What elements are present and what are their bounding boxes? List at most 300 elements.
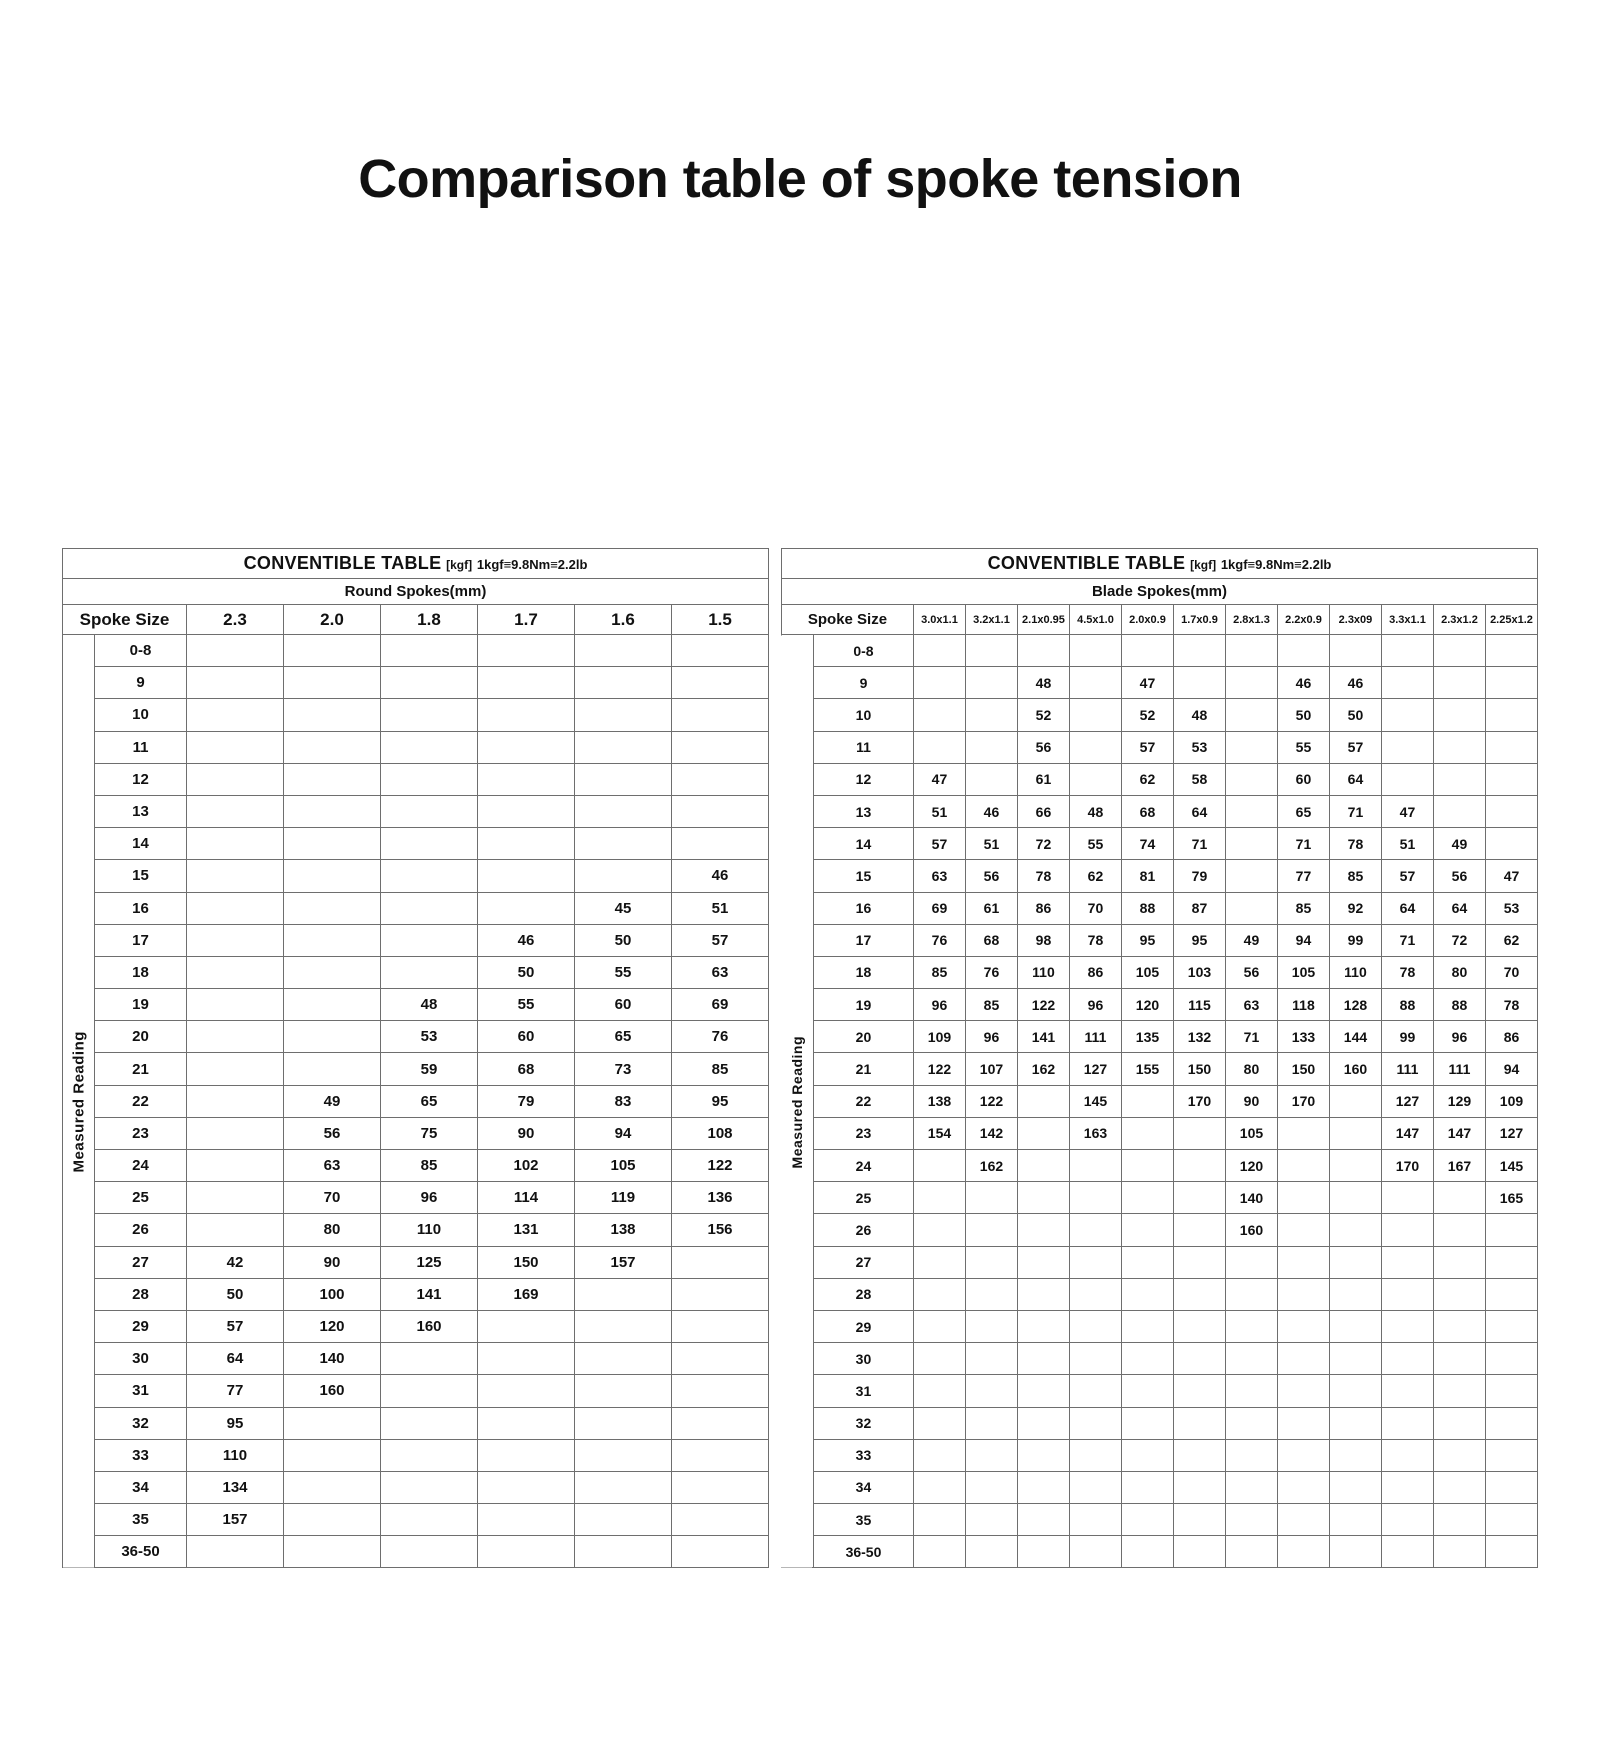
round-table-row	[63, 956, 769, 988]
round-cell: 90	[478, 1117, 575, 1149]
blade-cell: 47	[1381, 795, 1433, 827]
blade-cell	[1121, 1117, 1173, 1149]
blade-cell: 51	[1381, 828, 1433, 860]
blade-cell	[1329, 1246, 1381, 1278]
round-cell	[381, 731, 478, 763]
blade-cell	[1381, 1246, 1433, 1278]
round-cell: 50	[575, 924, 672, 956]
round-cell: 48	[381, 989, 478, 1021]
blade-cell	[1225, 1407, 1277, 1439]
blade-cell: 85	[1329, 860, 1381, 892]
round-cell: 122	[672, 1150, 769, 1182]
round-cell: 57	[187, 1310, 284, 1342]
blade-cell	[1433, 635, 1485, 667]
round-cell	[478, 1310, 575, 1342]
round-cell	[187, 1053, 284, 1085]
blade-cell: 46	[1329, 667, 1381, 699]
blade-cell	[1329, 1182, 1381, 1214]
blade-subtitle-row	[781, 579, 1537, 605]
blade-cell	[1121, 1310, 1173, 1342]
blade-header-unit: [kgf]	[1190, 558, 1217, 572]
round-table-row	[63, 795, 769, 827]
blade-cell: 47	[913, 763, 965, 795]
round-row-label: 32	[95, 1407, 187, 1439]
round-table-row	[63, 1439, 769, 1471]
blade-cell: 167	[1433, 1150, 1485, 1182]
blade-cell	[1329, 635, 1381, 667]
blade-cell	[965, 1310, 1017, 1342]
blade-cell: 110	[1017, 956, 1069, 988]
blade-cell: 56	[1225, 956, 1277, 988]
blade-row-label: 24	[813, 1150, 913, 1182]
blade-cell: 170	[1381, 1150, 1433, 1182]
blade-cell: 95	[1173, 924, 1225, 956]
blade-table-row	[781, 1214, 1537, 1246]
blade-cell	[913, 1150, 965, 1182]
round-cell	[381, 860, 478, 892]
blade-col-header: 2.3x09	[1329, 605, 1381, 635]
round-col-header: 2.3	[187, 605, 284, 635]
blade-cell	[1381, 667, 1433, 699]
blade-cell: 96	[913, 989, 965, 1021]
round-cell	[381, 1471, 478, 1503]
blade-cell	[1069, 1343, 1121, 1375]
round-cell	[478, 699, 575, 731]
blade-cell: 46	[965, 795, 1017, 827]
blade-cell: 49	[1225, 924, 1277, 956]
round-cell	[672, 763, 769, 795]
blade-cell: 56	[1017, 731, 1069, 763]
round-cell	[672, 635, 769, 667]
blade-cell	[913, 1278, 965, 1310]
round-cell	[284, 1053, 381, 1085]
blade-cell	[913, 1439, 965, 1471]
round-cell	[284, 1439, 381, 1471]
blade-cell: 105	[1225, 1117, 1277, 1149]
blade-cell: 132	[1173, 1021, 1225, 1053]
round-cell	[187, 1182, 284, 1214]
blade-row-label: 17	[813, 924, 913, 956]
round-cell: 76	[672, 1021, 769, 1053]
round-table-row	[63, 989, 769, 1021]
round-cell: 119	[575, 1182, 672, 1214]
blade-col-header: 2.25x1.2	[1485, 605, 1537, 635]
round-cell	[478, 1504, 575, 1536]
blade-cell: 87	[1173, 892, 1225, 924]
blade-cell	[965, 1343, 1017, 1375]
blade-cell: 107	[965, 1053, 1017, 1085]
round-table-row	[63, 1085, 769, 1117]
blade-cell	[1433, 1310, 1485, 1342]
round-cell	[187, 892, 284, 924]
blade-cell: 109	[1485, 1085, 1537, 1117]
blade-cell: 118	[1277, 989, 1329, 1021]
blade-table-row	[781, 860, 1537, 892]
blade-cell: 55	[1277, 731, 1329, 763]
blade-cell	[1485, 699, 1537, 731]
blade-cell	[1017, 1085, 1069, 1117]
blade-cell	[965, 1471, 1017, 1503]
blade-cell: 96	[965, 1021, 1017, 1053]
round-cell	[672, 1375, 769, 1407]
blade-cell	[1069, 1504, 1121, 1536]
round-cell	[187, 763, 284, 795]
blade-cell	[1329, 1085, 1381, 1117]
round-table-row	[63, 1536, 769, 1568]
blade-cell	[1277, 1375, 1329, 1407]
round-cell: 75	[381, 1117, 478, 1149]
round-row-label: 10	[95, 699, 187, 731]
round-cell	[672, 1246, 769, 1278]
blade-table-row	[781, 1471, 1537, 1503]
blade-cell: 58	[1173, 763, 1225, 795]
round-cell	[478, 795, 575, 827]
blade-cell	[1485, 1343, 1537, 1375]
round-row-label: 15	[95, 860, 187, 892]
round-cell: 125	[381, 1246, 478, 1278]
round-row-label: 35	[95, 1504, 187, 1536]
blade-row-label: 28	[813, 1278, 913, 1310]
blade-cell	[1225, 1375, 1277, 1407]
blade-cell	[1381, 1375, 1433, 1407]
blade-cell: 46	[1277, 667, 1329, 699]
round-cell	[284, 667, 381, 699]
blade-cell: 160	[1225, 1214, 1277, 1246]
round-cell: 69	[672, 989, 769, 1021]
round-col-header: 1.8	[381, 605, 478, 635]
blade-cell: 78	[1485, 989, 1537, 1021]
round-cell	[672, 667, 769, 699]
blade-cell	[1381, 1439, 1433, 1471]
blade-cell: 61	[965, 892, 1017, 924]
blade-cell	[1225, 1504, 1277, 1536]
blade-cell	[1485, 1439, 1537, 1471]
blade-subtitle: Blade Spokes(mm)	[781, 579, 1537, 605]
blade-cell: 71	[1381, 924, 1433, 956]
blade-cell	[1485, 667, 1537, 699]
round-cell: 55	[575, 956, 672, 988]
round-cell: 150	[478, 1246, 575, 1278]
blade-col-header: 3.0x1.1	[913, 605, 965, 635]
round-table-row	[63, 1310, 769, 1342]
round-cell: 136	[672, 1182, 769, 1214]
round-cell: 131	[478, 1214, 575, 1246]
blade-cell	[1485, 1536, 1537, 1568]
blade-cell	[1329, 1117, 1381, 1149]
blade-header-row	[781, 549, 1537, 579]
round-cell: 110	[187, 1439, 284, 1471]
blade-cell: 48	[1017, 667, 1069, 699]
blade-cell: 103	[1173, 956, 1225, 988]
blade-cell: 105	[1277, 956, 1329, 988]
blade-cell	[1121, 1343, 1173, 1375]
blade-cell	[1121, 1150, 1173, 1182]
round-row-label: 24	[95, 1150, 187, 1182]
blade-cell	[1433, 1214, 1485, 1246]
blade-cell: 62	[1485, 924, 1537, 956]
blade-cell: 111	[1381, 1053, 1433, 1085]
blade-cell: 68	[1121, 795, 1173, 827]
blade-cell	[1173, 1504, 1225, 1536]
blade-col-header: 2.2x0.9	[1277, 605, 1329, 635]
blade-cell: 142	[965, 1117, 1017, 1149]
round-cell: 169	[478, 1278, 575, 1310]
round-cell	[575, 795, 672, 827]
blade-cell	[965, 763, 1017, 795]
blade-cell	[1381, 699, 1433, 731]
blade-cell	[1485, 1214, 1537, 1246]
round-cell: 141	[381, 1278, 478, 1310]
round-cell	[478, 667, 575, 699]
blade-cell: 98	[1017, 924, 1069, 956]
blade-cell	[1277, 1439, 1329, 1471]
blade-cell	[1173, 1536, 1225, 1568]
blade-cell	[1433, 795, 1485, 827]
blade-cell	[1381, 1471, 1433, 1503]
blade-cell: 99	[1329, 924, 1381, 956]
round-corner-label: Spoke Size	[63, 605, 187, 635]
blade-row-label: 27	[813, 1246, 913, 1278]
blade-cell	[1017, 1471, 1069, 1503]
blade-cell	[1329, 1504, 1381, 1536]
blade-col-header: 4.5x1.0	[1069, 605, 1121, 635]
round-cell: 46	[672, 860, 769, 892]
round-cell	[575, 1278, 672, 1310]
blade-thead	[781, 549, 1537, 635]
round-cell: 57	[672, 924, 769, 956]
blade-cell	[1017, 1150, 1069, 1182]
blade-cell	[913, 1214, 965, 1246]
blade-cell	[965, 1182, 1017, 1214]
blade-cell	[1173, 1375, 1225, 1407]
round-col-header: 1.5	[672, 605, 769, 635]
blade-cell: 88	[1433, 989, 1485, 1021]
blade-cell	[965, 1214, 1017, 1246]
blade-table-row	[781, 1117, 1537, 1149]
blade-cell: 51	[913, 795, 965, 827]
blade-cell	[1381, 1407, 1433, 1439]
round-cell	[381, 635, 478, 667]
round-row-label: 18	[95, 956, 187, 988]
blade-cell	[1225, 1246, 1277, 1278]
round-cell: 60	[478, 1021, 575, 1053]
blade-cell: 65	[1277, 795, 1329, 827]
blade-cell: 96	[1433, 1021, 1485, 1053]
round-cell: 100	[284, 1278, 381, 1310]
round-cell	[478, 1407, 575, 1439]
blade-cell	[1381, 731, 1433, 763]
blade-cell: 92	[1329, 892, 1381, 924]
blade-cell	[1069, 731, 1121, 763]
blade-cell: 56	[1433, 860, 1485, 892]
round-cell: 160	[284, 1375, 381, 1407]
round-header-equivalence: 1kgf≡9.8Nm≡2.2lb	[476, 557, 588, 572]
round-cell	[187, 1021, 284, 1053]
blade-cell: 52	[1017, 699, 1069, 731]
blade-cell	[1225, 892, 1277, 924]
blade-cell	[1329, 1150, 1381, 1182]
round-cell	[187, 860, 284, 892]
blade-cell	[1277, 1310, 1329, 1342]
blade-cell: 64	[1173, 795, 1225, 827]
round-cell	[575, 1375, 672, 1407]
blade-cell	[1225, 1278, 1277, 1310]
blade-cell	[1173, 667, 1225, 699]
blade-cell: 109	[913, 1021, 965, 1053]
blade-row-label: 25	[813, 1182, 913, 1214]
blade-cell	[1381, 1343, 1433, 1375]
round-cell	[672, 1504, 769, 1536]
round-row-label: 0-8	[95, 635, 187, 667]
blade-cell	[1069, 1375, 1121, 1407]
round-table-row	[63, 699, 769, 731]
blade-row-label: 16	[813, 892, 913, 924]
round-cell: 157	[575, 1246, 672, 1278]
round-table-row	[63, 763, 769, 795]
blade-cell	[1485, 828, 1537, 860]
round-cell: 95	[187, 1407, 284, 1439]
round-cell	[187, 667, 284, 699]
blade-cell: 99	[1381, 1021, 1433, 1053]
blade-cell	[1017, 1375, 1069, 1407]
blade-cell	[1069, 1536, 1121, 1568]
blade-cell	[1433, 731, 1485, 763]
blade-row-label: 32	[813, 1407, 913, 1439]
blade-cell: 85	[913, 956, 965, 988]
blade-cell: 56	[965, 860, 1017, 892]
round-cell	[478, 731, 575, 763]
round-row-label: 30	[95, 1343, 187, 1375]
round-cell	[284, 1407, 381, 1439]
blade-cell	[1121, 1407, 1173, 1439]
blade-table-row	[781, 956, 1537, 988]
round-cell	[187, 699, 284, 731]
round-cell: 46	[478, 924, 575, 956]
round-side-label: Measured Reading	[63, 635, 95, 1568]
round-cell	[381, 763, 478, 795]
round-cell: 105	[575, 1150, 672, 1182]
round-cell: 83	[575, 1085, 672, 1117]
round-header-row	[63, 549, 769, 579]
blade-header-cell	[781, 549, 1537, 579]
blade-cell	[1173, 635, 1225, 667]
round-subtitle-row	[63, 579, 769, 605]
blade-table-row	[781, 1343, 1537, 1375]
blade-row-label: 9	[813, 667, 913, 699]
blade-cell	[1329, 1536, 1381, 1568]
round-cell: 96	[381, 1182, 478, 1214]
round-cell	[575, 828, 672, 860]
round-cell	[575, 1536, 672, 1568]
blade-cell: 78	[1017, 860, 1069, 892]
blade-cell: 94	[1485, 1053, 1537, 1085]
blade-cell	[1017, 1439, 1069, 1471]
round-cell	[187, 989, 284, 1021]
round-cell: 102	[478, 1150, 575, 1182]
blade-cell: 145	[1485, 1150, 1537, 1182]
blade-column-header-row	[781, 605, 1537, 635]
round-cell	[672, 1536, 769, 1568]
blade-cell	[1017, 635, 1069, 667]
blade-cell	[1069, 1182, 1121, 1214]
blade-cell	[1069, 667, 1121, 699]
blade-cell: 49	[1433, 828, 1485, 860]
round-row-label: 31	[95, 1375, 187, 1407]
blade-row-label: 23	[813, 1117, 913, 1149]
round-table-row	[63, 1504, 769, 1536]
blade-cell: 96	[1069, 989, 1121, 1021]
blade-col-header: 3.2x1.1	[965, 605, 1017, 635]
round-cell: 50	[187, 1278, 284, 1310]
blade-cell	[1277, 1536, 1329, 1568]
blade-cell	[1017, 1407, 1069, 1439]
blade-table-row	[781, 892, 1537, 924]
blade-cell	[1381, 635, 1433, 667]
round-cell: 63	[672, 956, 769, 988]
blade-row-label: 35	[813, 1504, 913, 1536]
blade-cell: 61	[1017, 763, 1069, 795]
round-cell	[284, 956, 381, 988]
blade-cell: 141	[1017, 1021, 1069, 1053]
blade-cell	[1485, 1278, 1537, 1310]
round-cell: 55	[478, 989, 575, 1021]
blade-table-row	[781, 1246, 1537, 1278]
blade-cell	[1225, 1536, 1277, 1568]
blade-cell: 154	[913, 1117, 965, 1149]
round-row-label: 17	[95, 924, 187, 956]
round-cell: 63	[284, 1150, 381, 1182]
blade-cell: 78	[1381, 956, 1433, 988]
blade-cell	[1277, 1214, 1329, 1246]
blade-cell	[1121, 1471, 1173, 1503]
round-table-row	[63, 1150, 769, 1182]
blade-cell	[1121, 1439, 1173, 1471]
blade-cell: 53	[1173, 731, 1225, 763]
blade-table-row	[781, 1182, 1537, 1214]
blade-cell: 57	[1121, 731, 1173, 763]
round-cell: 94	[575, 1117, 672, 1149]
round-thead	[63, 549, 769, 635]
blade-table-row	[781, 1053, 1537, 1085]
round-row-label: 26	[95, 1214, 187, 1246]
blade-cell	[913, 1343, 965, 1375]
blade-cell	[965, 1504, 1017, 1536]
blade-col-header: 2.1x0.95	[1017, 605, 1069, 635]
blade-col-header: 2.8x1.3	[1225, 605, 1277, 635]
round-cell	[672, 1439, 769, 1471]
round-table-row	[63, 1182, 769, 1214]
blade-cell	[1173, 1246, 1225, 1278]
round-cell	[187, 731, 284, 763]
round-table-row	[63, 1278, 769, 1310]
blade-row-label: 0-8	[813, 635, 913, 667]
round-cell	[381, 1439, 478, 1471]
blade-cell: 62	[1069, 860, 1121, 892]
blade-cell: 80	[1225, 1053, 1277, 1085]
blade-cell	[1433, 1246, 1485, 1278]
round-row-label: 29	[95, 1310, 187, 1342]
round-cell: 138	[575, 1214, 672, 1246]
round-table-row	[63, 1375, 769, 1407]
round-row-label: 11	[95, 731, 187, 763]
blade-cell	[1121, 1085, 1173, 1117]
blade-col-header: 2.0x0.9	[1121, 605, 1173, 635]
round-cell: 95	[672, 1085, 769, 1117]
blade-cell	[1017, 1278, 1069, 1310]
blade-cell	[1381, 763, 1433, 795]
blade-cell: 115	[1173, 989, 1225, 1021]
blade-table-row	[781, 1375, 1537, 1407]
